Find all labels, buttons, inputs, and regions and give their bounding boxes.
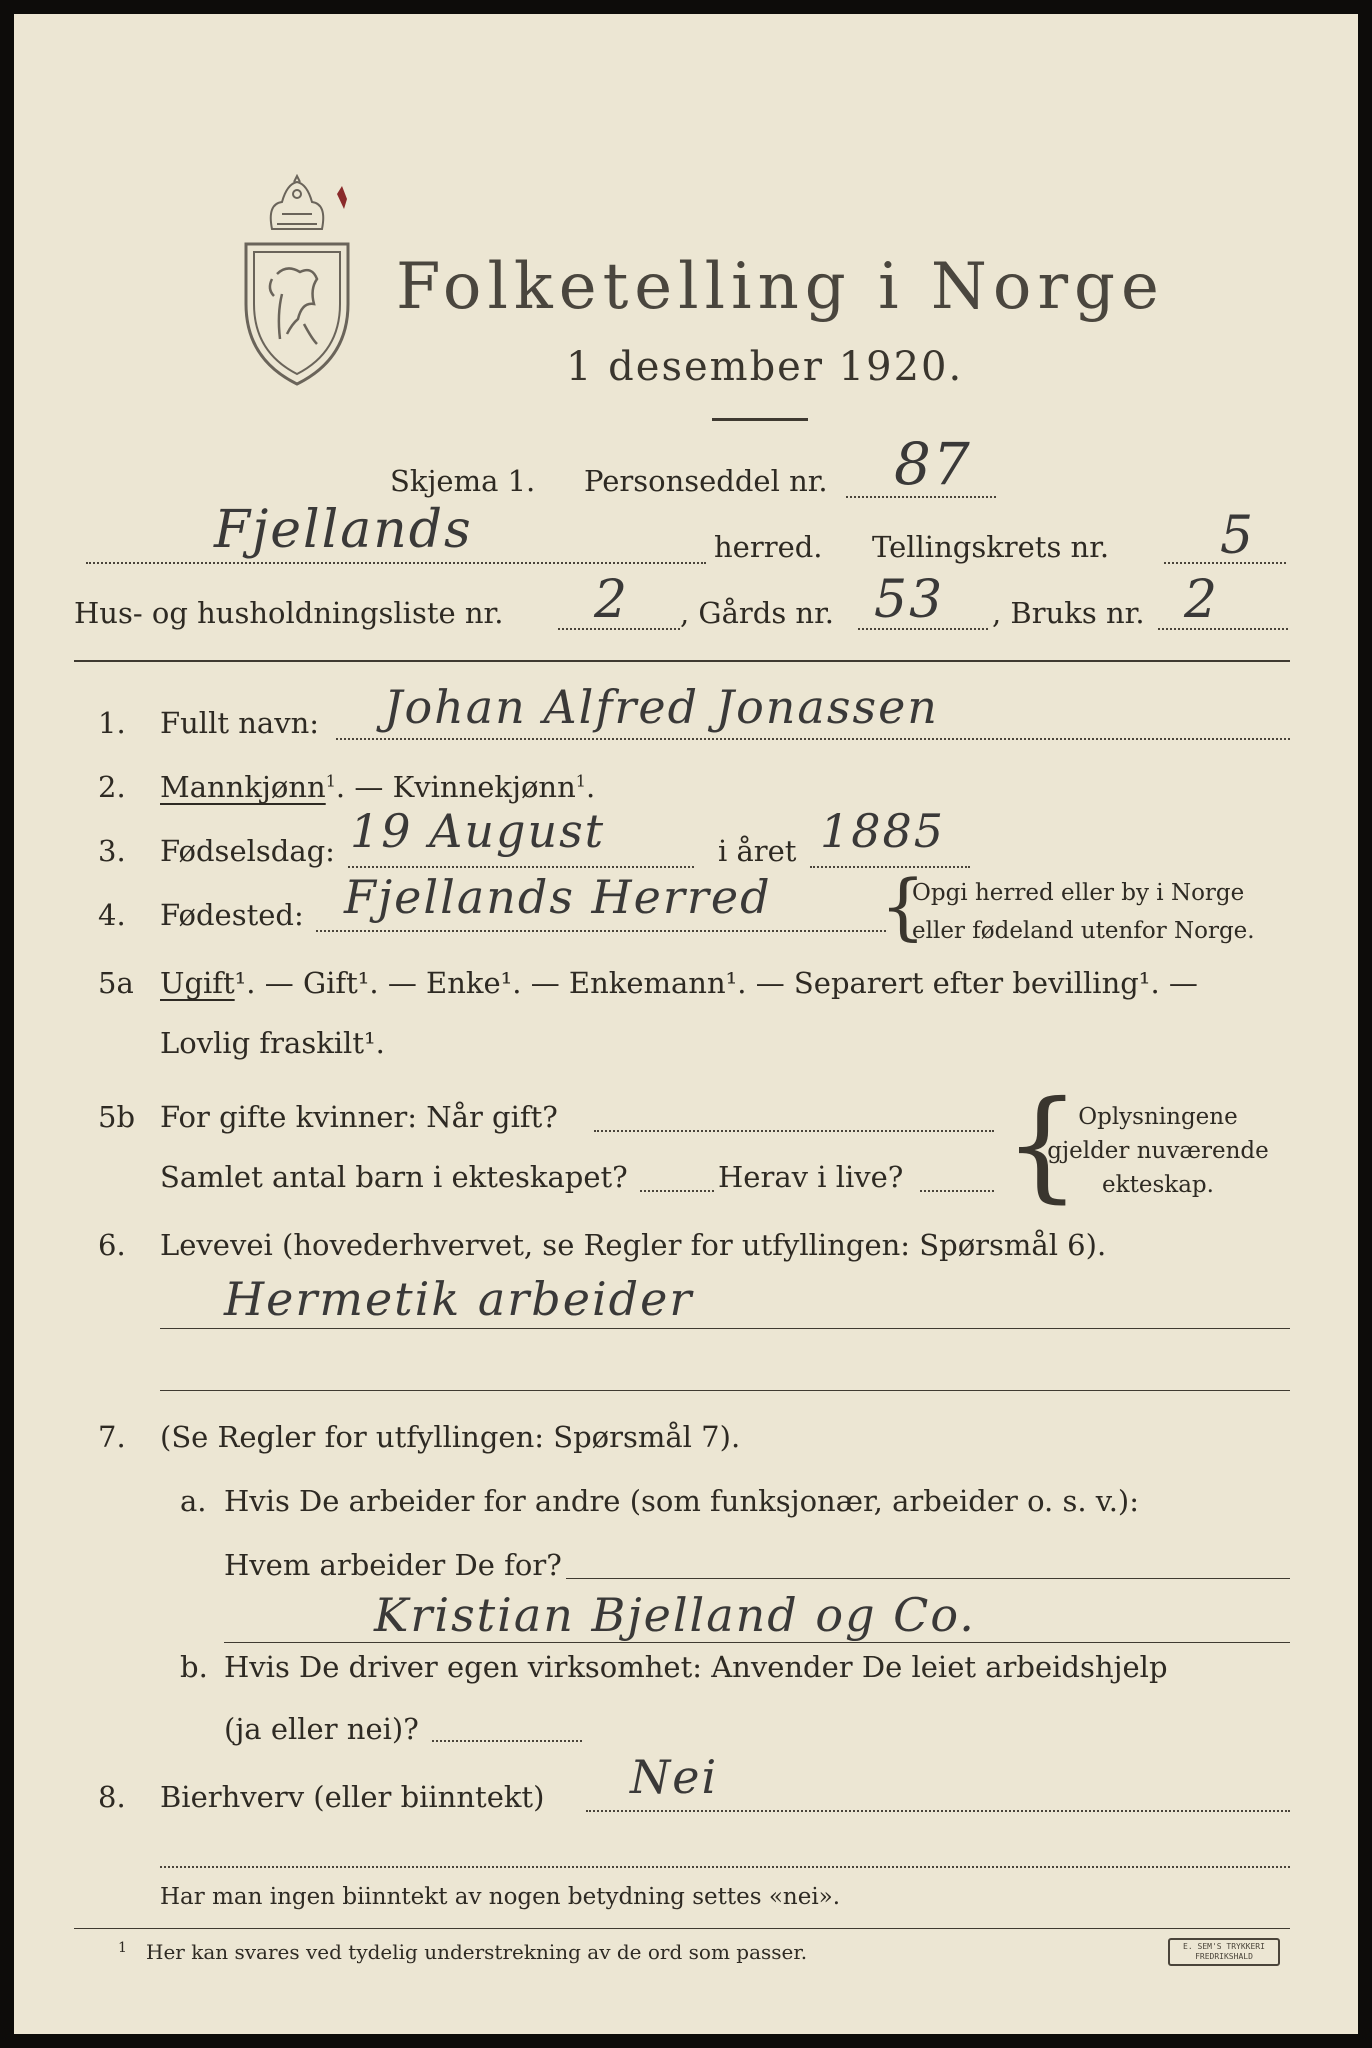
q2-number: 2.: [98, 770, 126, 804]
footnote-mark: 1: [118, 1940, 127, 1956]
q8-line2: [160, 1866, 1290, 1868]
q5b-brace: {: [1004, 1076, 1081, 1215]
coat-of-arms-icon: [232, 174, 362, 394]
skjema-label: Skjema 1.: [390, 464, 536, 498]
q4-note1: Opgi herred eller by i Norge: [912, 880, 1245, 906]
q2-dash: . —: [335, 770, 393, 804]
q3-line: [348, 866, 694, 868]
q8-line: [586, 1810, 1290, 1812]
q5b-note1: Oplysningene: [1078, 1104, 1238, 1130]
q2-kvinne: Kvinnekjønn: [392, 770, 576, 804]
husliste-label: Hus- og husholdningsliste nr.: [74, 596, 504, 630]
footer-note: Har man ingen biinntekt av nogen betydning settes «nei».: [160, 1884, 841, 1910]
q6-line2: [160, 1390, 1290, 1391]
q5b-label3: Herav i live?: [718, 1160, 904, 1194]
herred-line: [86, 562, 706, 564]
q6-line1: [160, 1328, 1290, 1329]
q5b-line3: [920, 1190, 994, 1192]
q7a-value: Kristian Bjelland og Co.: [374, 1588, 976, 1642]
q7a-label: Hvis De arbeider for andre (som funksjonær, arbeider o. s. v.):: [224, 1484, 1140, 1518]
q7-number: 7.: [98, 1420, 126, 1454]
q7a-letter: a.: [180, 1484, 207, 1518]
q7a-line2: [224, 1642, 1290, 1643]
q1-label: Fullt navn:: [160, 706, 320, 740]
q5a-number: 5a: [98, 966, 134, 1000]
q7b-label: Hvis De driver egen virksomhet: Anvender De leiet arbeidshjelp: [224, 1650, 1168, 1684]
q2-sup1: 1: [325, 771, 336, 791]
census-form-sheet: [14, 14, 1358, 2034]
form-date: 1 desember 1920.: [566, 344, 964, 390]
q8-number: 8.: [98, 1780, 126, 1814]
tellingskrets-label: Tellingskrets nr.: [872, 530, 1110, 564]
personseddel-value: 87: [894, 430, 972, 498]
q3-number: 3.: [98, 834, 126, 868]
stamp-line1: E. SEM'S TRYKKERI: [1183, 1942, 1265, 1951]
gards-value: 53: [874, 570, 945, 630]
q5b-note2: gjelder nuværende: [1047, 1138, 1269, 1164]
q3-value: 19 August: [350, 804, 606, 858]
q4-brace: {: [880, 864, 926, 948]
q4-line: [316, 930, 886, 932]
form-title: Folketelling i Norge: [396, 250, 1165, 324]
personseddel-label: Personseddel nr.: [584, 464, 828, 498]
q1-value: Johan Alfred Jonassen: [384, 680, 939, 734]
q5a-text: [160, 966, 1198, 1000]
q3-aaret-value: 1885: [820, 804, 946, 858]
q5b-label2: Samlet antal barn i ekteskapet?: [160, 1160, 628, 1194]
printer-stamp: [1168, 1938, 1280, 1966]
q2-end: .: [585, 770, 596, 804]
q5b-line1: [594, 1130, 994, 1132]
bruks-label: , Bruks nr.: [992, 596, 1145, 630]
q5b-note3: ekteskap.: [1102, 1172, 1214, 1198]
q5b-line2: [640, 1190, 714, 1192]
q3-aaret-label: i året: [718, 834, 797, 868]
q5a-rest: ¹. — Gift¹. — Enke¹. — Enkemann¹. — Separert efter bevilling¹. —: [234, 966, 1198, 1000]
q7b-letter: b.: [180, 1650, 208, 1684]
q6-label: Levevei (hovederhvervet, se Regler for utfyllingen: Spørsmål 6).: [160, 1228, 1107, 1262]
q7a-label2: Hvem arbeider De for?: [224, 1548, 562, 1582]
bruks-value: 2: [1184, 570, 1220, 630]
stamp-line2: FREDRIKSHALD: [1195, 1952, 1253, 1961]
bruks-line: [1158, 628, 1288, 630]
q1-number: 1.: [98, 706, 126, 740]
q1-line: [336, 738, 1290, 740]
q5a-ugift: Ugift: [160, 966, 235, 1000]
q6-number: 6.: [98, 1228, 126, 1262]
q3-label: Fødselsdag:: [160, 834, 335, 868]
q8-value: Nei: [630, 1750, 719, 1804]
q5a-line2: Lovlig fraskilt¹.: [160, 1026, 385, 1060]
q4-label: Fødested:: [160, 898, 304, 932]
herred-label: herred.: [714, 530, 823, 564]
q4-value: Fjellands Herred: [344, 870, 772, 924]
footer-rule: [74, 1928, 1290, 1929]
q5b-number: 5b: [98, 1100, 136, 1134]
q7b-label2: (ja eller nei)?: [224, 1712, 419, 1746]
q4-number: 4.: [98, 898, 126, 932]
gards-label: , Gårds nr.: [680, 596, 834, 630]
q2-sup2: 1: [575, 771, 586, 791]
q4-note2: eller fødeland utenfor Norge.: [912, 918, 1255, 944]
header-rule: [74, 660, 1290, 662]
q8-label: Bierhverv (eller biinntekt): [160, 1780, 545, 1814]
q7a-line1: [566, 1578, 1290, 1579]
q7-label: (Se Regler for utfyllingen: Spørsmål 7).: [160, 1420, 741, 1454]
title-divider: [712, 418, 808, 421]
husliste-value: 2: [594, 570, 630, 630]
tellingskrets-value: 5: [1220, 506, 1256, 566]
herred-value: Fjellands: [214, 500, 473, 560]
q6-value: Hermetik arbeider: [224, 1272, 694, 1326]
q2-text: [160, 770, 595, 804]
q5b-label1: For gifte kvinner: Når gift?: [160, 1100, 558, 1134]
q2-mann: Mannkjønn: [160, 770, 326, 804]
footnote-text: Her kan svares ved tydelig understrekning av de ord som passer.: [146, 1940, 808, 1964]
q7b-line: [432, 1740, 582, 1742]
